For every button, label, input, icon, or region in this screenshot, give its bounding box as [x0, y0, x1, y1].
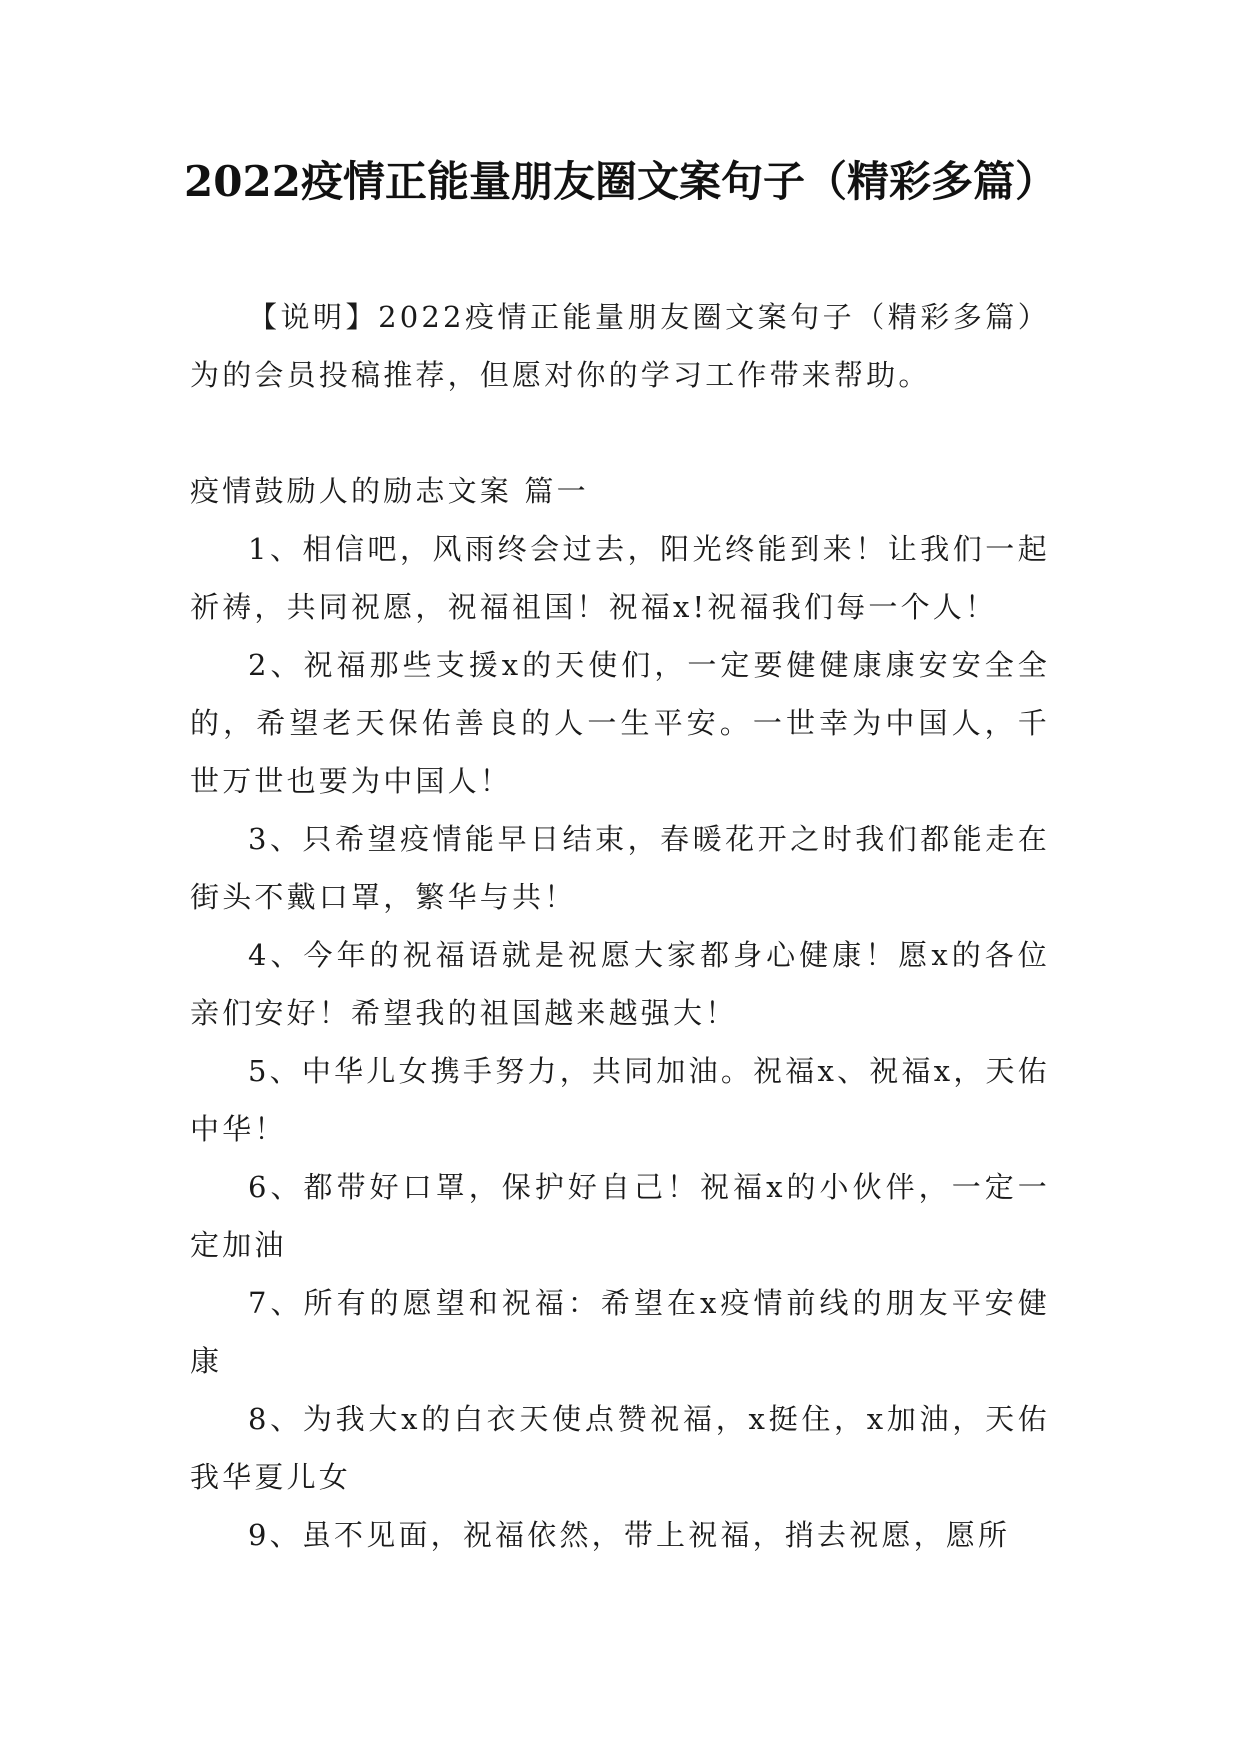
list-item: 3、只希望疫情能早日结束，春暖花开之时我们都能走在街头不戴口罩，繁华与共！ — [190, 822, 1050, 914]
list-item: 5、中华儿女携手努力，共同加油。祝福x、祝福x，天佑中华！ — [190, 1054, 1050, 1146]
section-heading: 疫情鼓励人的励志文案 篇一 — [190, 474, 589, 508]
item-list — [190, 520, 1050, 1564]
intro-block — [190, 288, 1050, 404]
list-item: 2、祝福那些支援x的天使们，一定要健健康康安安全全的，希望老天保佑善良的人一生平安。一世幸为中国人，千世万世也要为中国人！ — [190, 648, 1050, 798]
list-item: 6、都带好口罩，保护好自己！祝福x的小伙伴，一定一定加油 — [190, 1170, 1050, 1262]
section-heading-block — [190, 462, 1050, 520]
list-item: 8、为我大x的白衣天使点赞祝福，x挺住，x加油，天佑我华夏儿女 — [190, 1402, 1050, 1494]
list-item: 1、相信吧，风雨终会过去，阳光终能到来！让我们一起祈祷，共同祝愿，祝福祖国！祝福x!祝福我们每一个人！ — [190, 532, 1050, 624]
list-item: 9、虽不见面，祝福依然，带上祝福，捎去祝愿，愿所 — [248, 1518, 1011, 1552]
list-item: 4、今年的祝福语就是祝愿大家都身心健康！愿x的各位亲们安好！希望我的祖国越来越强大！ — [190, 938, 1050, 1030]
document-title: 2022疫情正能量朋友圈文案句子（精彩多篇） — [184, 157, 1057, 206]
intro-paragraph: 【说明】2022疫情正能量朋友圈文案句子（精彩多篇）为的会员投稿推荐，但愿对你的学习工作带来帮助。 — [190, 300, 1050, 392]
list-item: 7、所有的愿望和祝福：希望在x疫情前线的朋友平安健康 — [190, 1286, 1050, 1378]
